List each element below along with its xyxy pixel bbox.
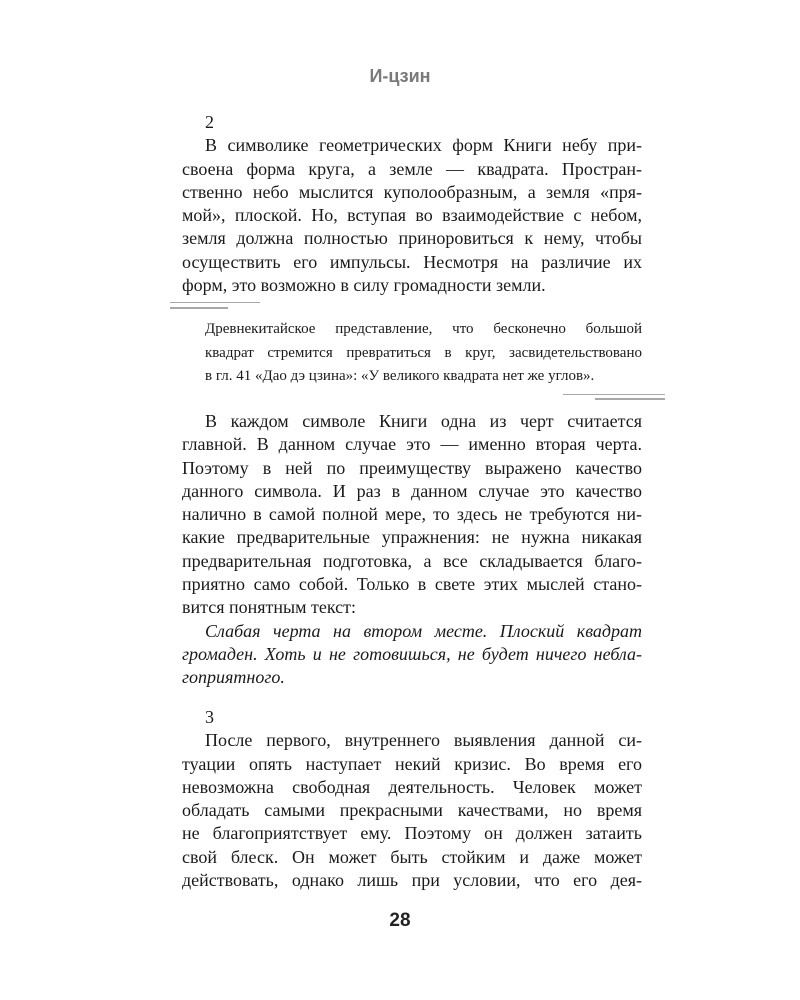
note-bottom-rule <box>563 394 665 395</box>
page-number: 28 <box>389 910 411 931</box>
section-number: 3 <box>205 707 214 727</box>
footnote-block <box>205 318 642 389</box>
running-header: И-цзин <box>369 66 431 86</box>
text-line: форм, это возможно в силу громадности земли. <box>182 275 546 296</box>
text-line: действовать, однако лишь при условии, что его дея- <box>182 870 642 891</box>
text-line: не благоприятствует ему. Поэтому он должен затаить <box>182 823 642 844</box>
section-number: 2 <box>205 112 214 132</box>
paragraph-2 <box>182 410 642 690</box>
text-line: данного символа. И раз в данном случае это качество <box>182 480 642 501</box>
text-line: приятно само собой. Только в свете этих мыслей стано- <box>182 574 642 595</box>
section-3 <box>182 706 642 892</box>
text-line: ственно небо мыслится куполообразным, а земля «пря- <box>182 181 642 202</box>
quote-line: Слабая черта на втором месте. Плоский квадрат <box>205 620 642 641</box>
text-line: невозможна свободная деятельность. Человек может <box>182 776 642 797</box>
note-bottom-rule <box>595 398 665 400</box>
section-2 <box>182 111 642 297</box>
text-line: своена форма круга, а земле — квадрата. Простран- <box>182 158 642 179</box>
text-line: предварительная подготовка, а все складывается благо- <box>182 550 642 571</box>
text-line: В каждом символе Книги одна из черт считается <box>205 411 642 431</box>
text-line: мой», плоской. Но, вступая во взаимодействие с небом, <box>182 205 642 226</box>
note-line: квадрат стремится превратиться в круг, засвидетельствовано <box>205 344 642 361</box>
note-top-rule <box>170 307 228 309</box>
quote-line: гоприятного. <box>182 667 285 688</box>
text-line: главной. В данном случае это — именно вторая черта. <box>182 434 642 455</box>
note-line: в гл. 41 «Дао дэ цзина»: «У великого квадрата нет же углов». <box>205 368 595 384</box>
text-line: туации опять наступает некий кризис. Во время его <box>182 753 642 774</box>
text-line: земля должна полностью приноровиться к нему, чтобы <box>182 228 642 249</box>
text-line: В символике геометрических форм Книги небу при- <box>205 135 642 156</box>
text-line: налично в самой полной мере, то здесь не требуются ни- <box>182 504 642 525</box>
text-line: свой блеск. Он может быть стойким и даже может <box>182 846 642 867</box>
text-line: обладать самыми прекрасными качествами, но время <box>182 800 642 821</box>
note-top-rule <box>170 302 260 303</box>
text-line: Поэтому в ней по преимуществу выражено качество <box>182 457 642 478</box>
note-line: Древнекитайское представление, что бесконечно большой <box>205 321 642 337</box>
text-line: осуществить его импульсы. Несмотря на различие их <box>182 251 642 272</box>
quote-line: громаден. Хоть и не готовишься, не будет ничего небла- <box>182 643 642 664</box>
text-line: вится понятным текст: <box>182 597 357 618</box>
text-line: какие предварительные упражнения: не нужна никакая <box>182 527 642 548</box>
text-line: После первого, внутреннего выявления данной си- <box>205 730 642 751</box>
